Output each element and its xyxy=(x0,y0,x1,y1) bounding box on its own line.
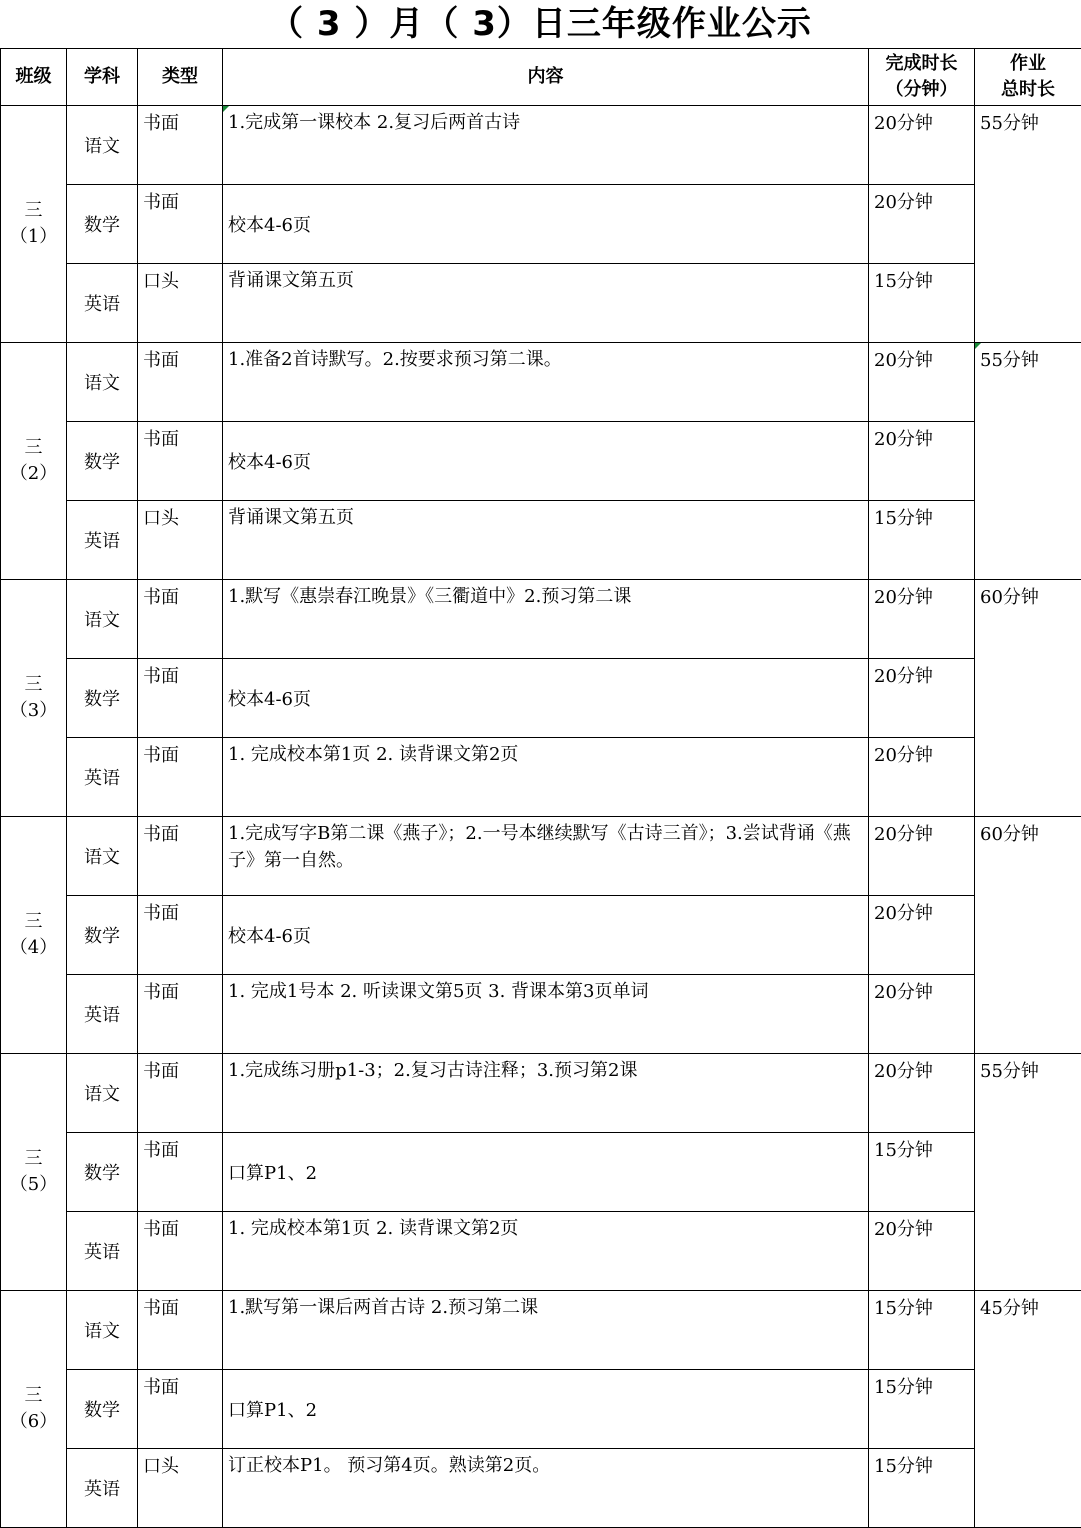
content-cell: 校本4-6页 xyxy=(223,659,869,738)
class-number: （2） xyxy=(10,463,57,484)
duration-cell: 20分钟 xyxy=(869,1212,975,1291)
content-cell: 1. 完成校本第1页 2. 读背课文第2页 xyxy=(223,1212,869,1291)
content-cell: 1.完成第一课校本 2.复习后两首古诗 xyxy=(223,106,869,185)
type-cell: 书面 xyxy=(138,106,223,185)
total-duration-cell: 45分钟 xyxy=(975,1291,1081,1528)
class-number: （1） xyxy=(10,226,57,247)
table-row xyxy=(1,1054,1081,1133)
duration-cell: 20分钟 xyxy=(869,580,975,659)
duration-cell: 20分钟 xyxy=(869,343,975,422)
type-cell: 口头 xyxy=(138,501,223,580)
total-duration-cell: 55分钟 xyxy=(975,343,1081,580)
table-row xyxy=(1,422,1081,501)
table-row xyxy=(1,1370,1081,1449)
content-cell: 校本4-6页 xyxy=(223,422,869,501)
subject-cell: 语文 xyxy=(67,817,138,896)
table-row xyxy=(1,1449,1081,1528)
duration-cell: 20分钟 xyxy=(869,659,975,738)
duration-cell: 15分钟 xyxy=(869,501,975,580)
duration-cell: 20分钟 xyxy=(869,1054,975,1133)
content-cell: 背诵课文第五页 xyxy=(223,264,869,343)
duration-cell: 20分钟 xyxy=(869,975,975,1054)
content-cell: 1. 完成1号本 2. 听读课文第5页 3. 背课本第3页单词 xyxy=(223,975,869,1054)
table-row xyxy=(1,738,1081,817)
class-cell xyxy=(1,817,67,1054)
duration-cell: 20分钟 xyxy=(869,738,975,817)
subject-cell: 数学 xyxy=(67,185,138,264)
class-cell xyxy=(1,580,67,817)
total-duration-cell: 55分钟 xyxy=(975,1054,1081,1291)
subject-cell: 英语 xyxy=(67,975,138,1054)
type-cell: 书面 xyxy=(138,1370,223,1449)
content-cell: 1.准备2首诗默写。2.按要求预习第二课。 xyxy=(223,343,869,422)
subject-cell: 数学 xyxy=(67,422,138,501)
class-grade: 三 xyxy=(25,911,43,932)
class-grade: 三 xyxy=(25,200,43,221)
type-cell: 书面 xyxy=(138,580,223,659)
table-row xyxy=(1,501,1081,580)
type-cell: 书面 xyxy=(138,1212,223,1291)
subject-cell: 数学 xyxy=(67,896,138,975)
class-number: （3） xyxy=(10,700,57,721)
header-subject: 学科 xyxy=(67,49,138,106)
duration-cell: 15分钟 xyxy=(869,1449,975,1528)
table-row xyxy=(1,185,1081,264)
content-cell: 校本4-6页 xyxy=(223,185,869,264)
table-row xyxy=(1,1212,1081,1291)
subject-cell: 英语 xyxy=(67,264,138,343)
class-grade: 三 xyxy=(25,1148,43,1169)
content-cell: 1.默写第一课后两首古诗 2.预习第二课 xyxy=(223,1291,869,1370)
subject-cell: 英语 xyxy=(67,738,138,817)
type-cell: 书面 xyxy=(138,185,223,264)
type-cell: 书面 xyxy=(138,1133,223,1212)
type-cell: 书面 xyxy=(138,1054,223,1133)
content-cell: 口算P1、2 xyxy=(223,1370,869,1449)
table-row xyxy=(1,106,1081,185)
content-cell: 订正校本P1。 预习第4页。熟读第2页。 xyxy=(223,1449,869,1528)
type-cell: 书面 xyxy=(138,975,223,1054)
class-number: （5） xyxy=(10,1174,57,1195)
duration-cell: 20分钟 xyxy=(869,422,975,501)
header-total-line1: 作业 xyxy=(1010,53,1046,74)
class-cell xyxy=(1,343,67,580)
duration-cell: 20分钟 xyxy=(869,185,975,264)
class-cell xyxy=(1,1054,67,1291)
duration-cell: 20分钟 xyxy=(869,106,975,185)
homework-table xyxy=(0,48,1081,1528)
class-number: （4） xyxy=(10,937,57,958)
content-cell: 校本4-6页 xyxy=(223,896,869,975)
subject-cell: 语文 xyxy=(67,1291,138,1370)
header-duration-line1: 完成时长 xyxy=(886,53,958,74)
type-cell: 书面 xyxy=(138,343,223,422)
content-cell: 1.完成写字B第二课《燕子》；2.一号本继续默写《古诗三首》；3.尝试背诵《燕子》第一自然。 xyxy=(223,817,869,896)
subject-cell: 语文 xyxy=(67,1054,138,1133)
duration-cell: 20分钟 xyxy=(869,896,975,975)
content-cell: 1. 完成校本第1页 2. 读背课文第2页 xyxy=(223,738,869,817)
type-cell: 书面 xyxy=(138,659,223,738)
table-body xyxy=(1,106,1081,1528)
class-cell xyxy=(1,106,67,343)
class-grade: 三 xyxy=(25,1385,43,1406)
content-cell: 1.完成练习册p1-3；2.复习古诗注释；3.预习第2课 xyxy=(223,1054,869,1133)
content-cell: 背诵课文第五页 xyxy=(223,501,869,580)
header-total-line2: 总时长 xyxy=(1001,79,1055,100)
subject-cell: 英语 xyxy=(67,1449,138,1528)
subject-cell: 语文 xyxy=(67,580,138,659)
table-row xyxy=(1,659,1081,738)
header-duration-line2: （分钟） xyxy=(886,79,958,100)
subject-cell: 语文 xyxy=(67,343,138,422)
subject-cell: 数学 xyxy=(67,1133,138,1212)
table-row xyxy=(1,817,1081,896)
subject-cell: 数学 xyxy=(67,1370,138,1449)
type-cell: 口头 xyxy=(138,1449,223,1528)
table-row xyxy=(1,264,1081,343)
table-row xyxy=(1,343,1081,422)
type-cell: 书面 xyxy=(138,422,223,501)
type-cell: 书面 xyxy=(138,738,223,817)
duration-cell: 15分钟 xyxy=(869,1133,975,1212)
table-row xyxy=(1,1133,1081,1212)
duration-cell: 15分钟 xyxy=(869,1291,975,1370)
class-grade: 三 xyxy=(25,674,43,695)
total-duration-cell: 60分钟 xyxy=(975,817,1081,1054)
table-row xyxy=(1,580,1081,659)
header-content: 内容 xyxy=(223,49,869,106)
type-cell: 口头 xyxy=(138,264,223,343)
page-title: （ 3 ）月（ 3）日三年级作业公示 xyxy=(0,0,1081,48)
content-cell: 口算P1、2 xyxy=(223,1133,869,1212)
duration-cell: 15分钟 xyxy=(869,264,975,343)
table-row xyxy=(1,1291,1081,1370)
header-total xyxy=(975,49,1081,106)
type-cell: 书面 xyxy=(138,817,223,896)
type-cell: 书面 xyxy=(138,1291,223,1370)
total-duration-cell: 60分钟 xyxy=(975,580,1081,817)
class-grade: 三 xyxy=(25,437,43,458)
content-cell: 1.默写《惠崇春江晚景》《三衢道中》2.预习第二课 xyxy=(223,580,869,659)
subject-cell: 语文 xyxy=(67,106,138,185)
duration-cell: 15分钟 xyxy=(869,1370,975,1449)
table-row xyxy=(1,975,1081,1054)
header-type: 类型 xyxy=(138,49,223,106)
type-cell: 书面 xyxy=(138,896,223,975)
header-duration xyxy=(869,49,975,106)
subject-cell: 数学 xyxy=(67,659,138,738)
total-duration-cell: 55分钟 xyxy=(975,106,1081,343)
subject-cell: 英语 xyxy=(67,1212,138,1291)
class-cell xyxy=(1,1291,67,1528)
duration-cell: 20分钟 xyxy=(869,817,975,896)
subject-cell: 英语 xyxy=(67,501,138,580)
table-row xyxy=(1,896,1081,975)
header-row xyxy=(1,49,1081,106)
class-number: （6） xyxy=(10,1411,57,1432)
header-class: 班级 xyxy=(1,49,67,106)
